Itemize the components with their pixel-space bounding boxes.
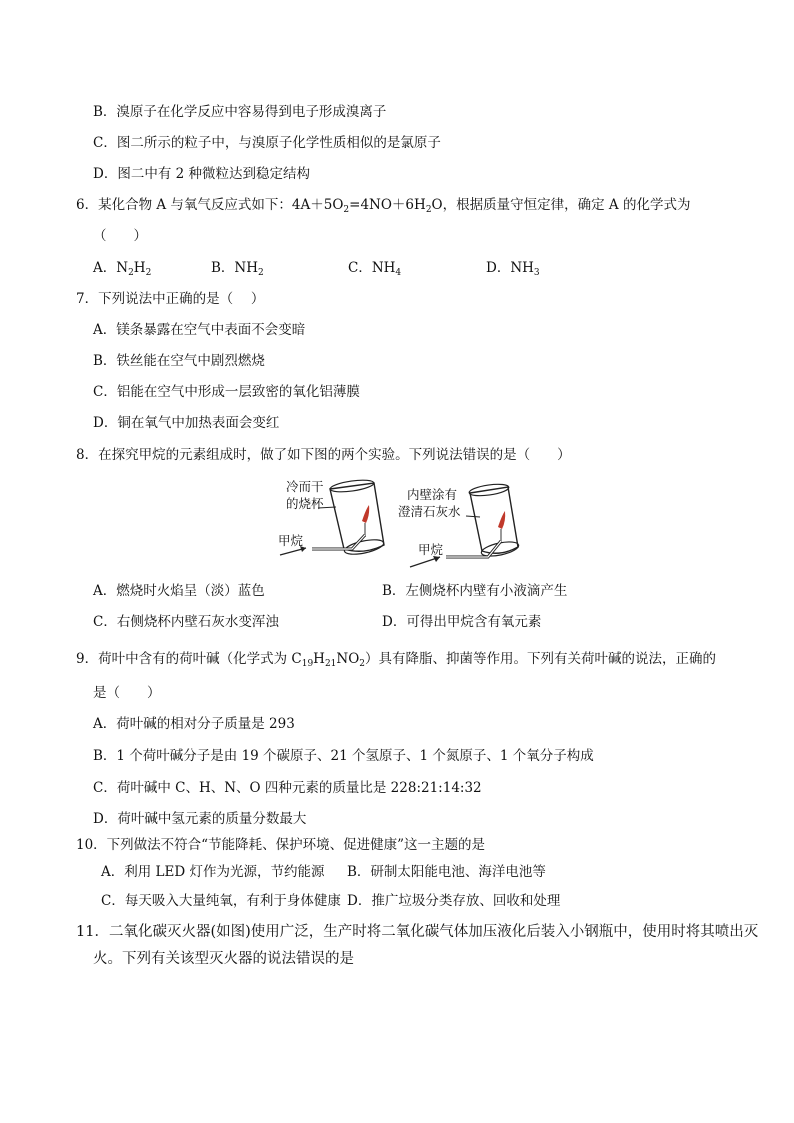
q8-option-a: A．燃烧时火焰呈（淡）蓝色 <box>93 583 265 599</box>
fig-left-label-1: 冷而干 <box>286 479 324 494</box>
right-gas-tube <box>446 541 501 557</box>
right-flame-icon <box>498 511 505 529</box>
q6-option-c: C．$NH_4$ <box>348 260 402 278</box>
q8-figure <box>270 475 540 575</box>
q6-option-b: B．$NH_2$ <box>211 260 264 278</box>
fig-left-label-2: 的烧杯 <box>286 496 324 511</box>
q7-option-d: D．铜在氧气中加热表面会变红 <box>93 415 280 431</box>
q5-option-d: D．图二中有 2 种微粒达到稳定结构 <box>93 166 310 182</box>
q9-option-c: C．荷叶碱中 C、H、N、O 四种元素的质量比是 228:21:14:32 <box>93 780 482 796</box>
left-gas-tube <box>312 535 365 549</box>
q11-stem-line2: 火。下列有关该型灭火器的说法错误的是 <box>93 951 354 967</box>
q10-stem: 10．下列做法不符合“节能降耗、保护环境、促进健康”这一主题的是 <box>76 837 485 853</box>
q5-option-b: B．溴原子在化学反应中容易得到电子形成溴离子 <box>93 104 387 120</box>
fig-right-label-1: 内壁涂有 <box>407 487 458 502</box>
q6-blank: （ ） <box>93 228 147 244</box>
q6-option-a: A．$N_2H_2$ <box>93 260 152 278</box>
q8-stem: 8．在探究甲烷的元素组成时，做了如下图的两个实验。下列说法错误的是（ ） <box>76 447 571 463</box>
q10-option-a: A．利用 LED 灯作为光源，节约能源 <box>101 864 325 880</box>
q5-option-c: C．图二所示的粒子中，与溴原子化学性质相似的是氯原子 <box>93 135 441 151</box>
q9-stem: 9．荷叶中含有的荷叶碱（化学式为 $C_{19}H_{21}NO_2$）具有降脂、抑菌等作用。下列有关荷叶碱的说法，正确的 <box>76 651 717 669</box>
q6-option-d: D．$NH_3$ <box>486 260 540 278</box>
q7-option-a: A．镁条暴露在空气中表面不会变暗 <box>93 322 306 338</box>
q7-stem: 7．下列说法中正确的是（ ） <box>76 291 265 307</box>
q9-option-a: A．荷叶碱的相对分子质量是 293 <box>93 716 295 732</box>
q9-option-b: B．1 个荷叶碱分子是由 19 个碳原子、21 个氢原子、1 个氮原子、1 个氧分子构成 <box>93 748 594 764</box>
q8-option-d: D．可得出甲烷含有氧元素 <box>382 614 542 630</box>
fig-right-label-2: 澄清石灰水 <box>398 504 461 519</box>
q10-option-b: B．研制太阳能电池、海洋电池等 <box>347 864 546 880</box>
q10-option-d: D．推广垃圾分类存放、回收和处理 <box>347 893 561 909</box>
q8-option-b: B．左侧烧杯内壁有小液滴产生 <box>382 583 568 599</box>
q9-stem-line2: 是（ ） <box>93 685 161 701</box>
q7-option-b: B．铁丝能在空气中剧烈燃烧 <box>93 353 265 369</box>
q10-option-c: C．每天吸入大量纯氧，有利于身体健康 <box>101 893 341 909</box>
left-flame-icon <box>362 505 369 523</box>
q8-option-c: C．右侧烧杯内壁石灰水变浑浊 <box>93 614 279 630</box>
q7-option-c: C．铝能在空气中形成一层致密的氧化铝薄膜 <box>93 384 360 400</box>
fig-left-gas-label: 甲烷 <box>278 533 304 548</box>
q6-stem: 6．某化合物 A 与氧气反应式如下：$4A+5O_2=4NO+6H_2O$，根据质量守恒定律，确定 A 的化学式为 <box>76 197 691 215</box>
q11-stem-line1: 11．二氧化碳灭火器(如图)使用广泛，生产时将二氧化碳气体加压液化后装入小钢瓶中，使用时将其喷出灭 <box>76 924 759 940</box>
fig-right-gas-label: 甲烷 <box>418 542 444 557</box>
q9-option-d: D．荷叶碱中氢元素的质量分数最大 <box>93 811 307 827</box>
